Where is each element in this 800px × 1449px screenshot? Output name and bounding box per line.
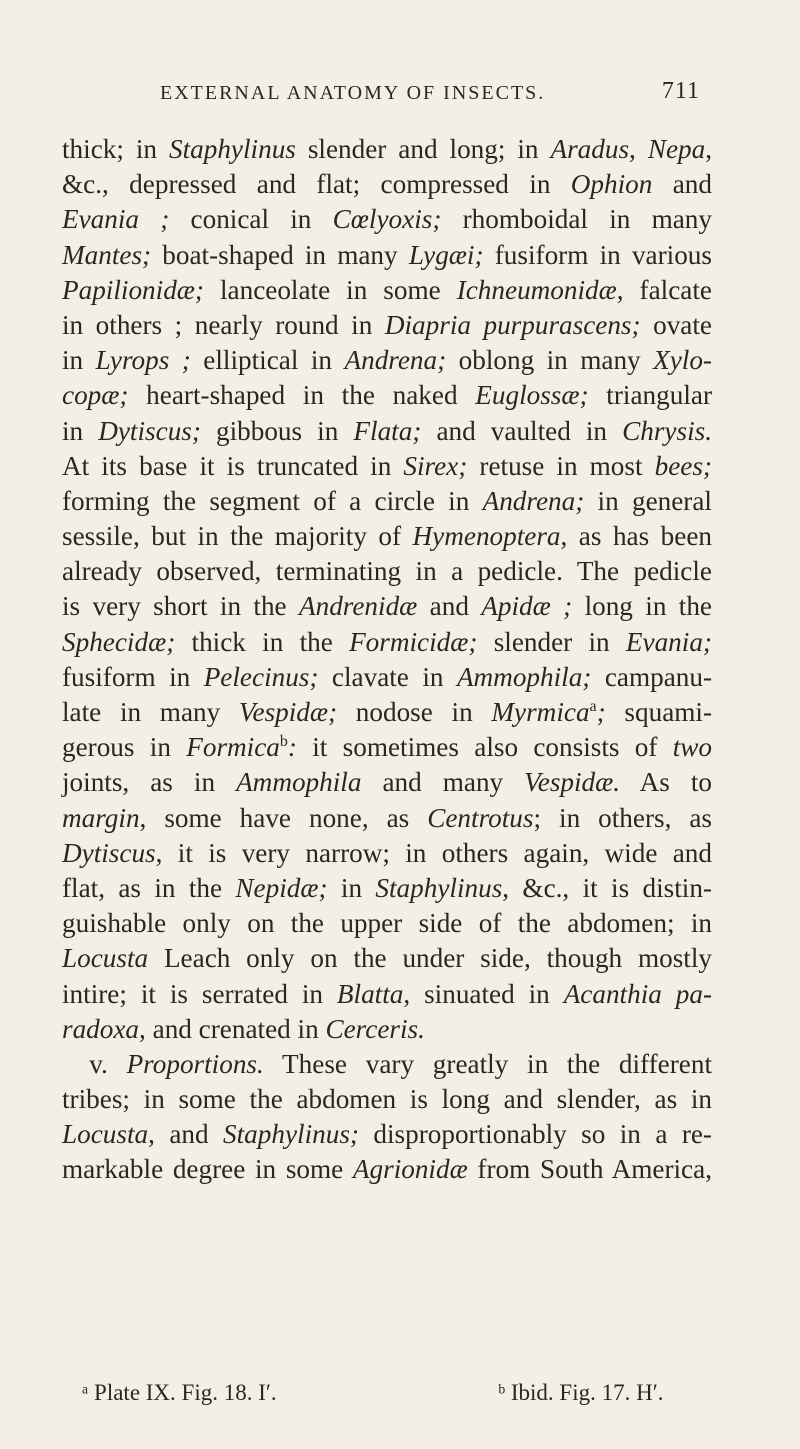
text-run: elliptical in [190, 345, 345, 376]
text-line [62, 343, 712, 378]
text-run: ovate [640, 309, 712, 340]
italic-term: Evania; [625, 626, 712, 657]
italic-term: Formicidæ; [349, 626, 478, 657]
text-run: it sometimes also consists of [296, 732, 673, 763]
italic-term: Dytiscus [62, 837, 156, 868]
text-line [62, 1117, 712, 1152]
text-line [62, 765, 712, 800]
text-run: retuse in most [467, 450, 655, 481]
italic-term: Euglossæ; [475, 380, 589, 411]
text-run: in [62, 345, 96, 376]
italic-term: Apidæ ; [481, 591, 573, 622]
italic-term: Mantes; [62, 239, 152, 270]
text-run: and many [361, 767, 525, 798]
body-text [62, 132, 712, 1188]
text-run: heart-shaped in the naked [128, 380, 476, 411]
text-run: , [629, 134, 648, 164]
text-run: fusiform in [62, 661, 204, 692]
italic-term: bees; [654, 450, 712, 481]
italic-term: Staphylinus [375, 872, 503, 903]
running-header [160, 78, 700, 105]
text-run: squami- [605, 697, 713, 727]
text-run: ; in others, as [533, 802, 712, 833]
footnote-b: ᵇ Ibid. Fig. 17. H′. [498, 1380, 664, 1405]
text-run: and vaulted in [421, 415, 623, 446]
text-run: tribes; in some the abdomen is long and slender, as in [62, 1084, 712, 1115]
text-line [62, 308, 712, 343]
text-run: nodose in [337, 697, 492, 727]
italic-term: Formica [186, 732, 280, 763]
text-line [62, 941, 712, 976]
text-run: is very short in the [62, 591, 299, 622]
italic-term: Proportions. [126, 1048, 264, 1079]
text-run: oblong in many [446, 345, 654, 376]
italic-term: Nepa [647, 134, 706, 164]
italic-term: Sphecidæ; [62, 626, 176, 657]
text-run: , it is very narrow; in others again, wide and [155, 837, 712, 868]
text-run: in [62, 415, 99, 446]
text-run: campanu- [591, 661, 712, 692]
italic-term: Ichneumonidæ [456, 274, 617, 305]
text-line [62, 414, 712, 449]
italic-term: margin [62, 802, 140, 833]
text-run: , &c., it is distin- [502, 872, 712, 903]
text-line [62, 801, 712, 836]
text-run: boat-shaped in many [151, 239, 409, 270]
text-run: in [327, 872, 376, 903]
italic-term: Cœlyoxis; [332, 204, 442, 235]
text-line [62, 1047, 712, 1082]
text-run: rhomboidal in many [441, 204, 712, 235]
text-run: sessile, but in the majority of [62, 521, 413, 552]
text-line [62, 202, 712, 237]
text-line [62, 871, 712, 906]
italic-term: Andrenidæ [299, 591, 418, 622]
italic-term: Hymenoptera [412, 521, 561, 552]
footnote-marker: b [279, 733, 288, 751]
text-run: in others ; nearly round in [62, 309, 385, 340]
italic-term: Lyrops ; [95, 345, 191, 376]
italic-term: Nepidæ; [235, 872, 328, 903]
text-line [62, 660, 712, 695]
text-run: already observed, terminating in a pedicle. The pedicle [62, 556, 712, 587]
text-run: in general [584, 485, 712, 516]
text-run: slender in [477, 626, 626, 657]
text-line [62, 378, 712, 413]
italic-term: Dytiscus; [98, 415, 201, 446]
italic-term: Locusta [62, 943, 149, 974]
text-run: joints, as in [62, 767, 237, 798]
italic-term: Blatta [336, 978, 404, 1009]
text-line [62, 625, 712, 660]
italic-term: Xylo- [653, 345, 712, 376]
text-line [62, 132, 712, 167]
text-line [62, 695, 712, 730]
text-line [62, 906, 712, 941]
italic-term: Evania ; [62, 204, 170, 235]
text-run: and [652, 169, 712, 200]
italic-term: Acanthia pa- [563, 978, 712, 1009]
italic-term: Staphylinus; [223, 1119, 359, 1150]
text-run: At its base it is truncated in [62, 450, 404, 481]
text-run: long in the [572, 591, 712, 622]
page-number: 711 [661, 78, 700, 104]
italic-term: Centrotus [427, 802, 534, 833]
text-run: triangular [588, 380, 712, 411]
text-run: slender and long; in [295, 134, 551, 164]
text-run: , and crenated in [139, 1013, 326, 1044]
text-line [62, 1152, 712, 1187]
text-run: from South America, [467, 1154, 712, 1185]
text-run: markable degree in some [62, 1154, 353, 1185]
text-run: gibbous in [200, 415, 354, 446]
text-run: , some have none, as [139, 802, 428, 833]
italic-term: copæ; [62, 380, 129, 411]
italic-term: Locusta [62, 1119, 149, 1150]
text-run: lanceolate in some [203, 274, 457, 305]
italic-term: : [287, 732, 297, 763]
italic-term: Papilionidæ; [62, 274, 204, 305]
text-run: , as has been [560, 521, 712, 552]
text-run: thick; in [62, 134, 169, 164]
italic-term: Sirex; [403, 450, 468, 481]
text-run: forming the segment of a circle in [62, 485, 483, 516]
text-line [62, 484, 712, 519]
text-run: clavate in [318, 661, 457, 692]
italic-term: Myrmica [491, 697, 590, 727]
italic-term: Ammophila; [456, 661, 592, 692]
text-line [62, 519, 712, 554]
footnote-a: ᵃ Plate IX. Fig. 18. I′. [82, 1380, 277, 1405]
text-run: , sinuated in [403, 978, 564, 1009]
text-line [62, 449, 712, 484]
text-run: v. [62, 1048, 127, 1079]
text-run: , falcate [616, 274, 712, 305]
italic-term: Ammophila [236, 767, 362, 798]
italic-term: Vespidæ. [524, 767, 621, 798]
text-run: intire; it is serrated in [62, 978, 337, 1009]
footnote-marker: a [589, 698, 597, 715]
italic-term: Chrysis. [622, 415, 712, 446]
italic-term: Andrena; [482, 485, 585, 516]
text-run: conical in [169, 204, 333, 235]
italic-term: Cerceris. [325, 1013, 425, 1044]
italic-term: Lygæi; [408, 239, 484, 270]
text-line [62, 273, 712, 308]
italic-term: radoxa [62, 1013, 140, 1044]
italic-term: ; [596, 697, 606, 727]
italic-term: Andrena; [344, 345, 447, 376]
text-line [62, 238, 712, 273]
text-run: These vary greatly in the different [263, 1048, 712, 1079]
text-run: flat, as in the [62, 872, 236, 903]
italic-term: Ophion [570, 169, 653, 200]
italic-term: Vespidæ; [238, 697, 338, 727]
italic-term: Aradus [550, 134, 630, 164]
text-run: , [705, 134, 712, 164]
text-run: As to [620, 767, 712, 798]
text-line [62, 554, 712, 589]
text-run: , and [148, 1119, 224, 1150]
text-line [62, 1012, 712, 1047]
italic-term: Flata; [353, 415, 422, 446]
text-line [62, 977, 712, 1012]
text-run: Leach only on the under side, though mostly [148, 943, 712, 974]
text-run: disproportionably so in a re- [358, 1119, 712, 1150]
text-run: gerous in [62, 732, 187, 763]
text-run: thick in the [175, 626, 350, 657]
text-line [62, 1082, 712, 1117]
italic-term: Staphylinus [169, 134, 296, 164]
text-line [62, 730, 712, 765]
italic-term: two [672, 732, 712, 763]
text-run: fusiform in various [483, 239, 712, 270]
text-line [62, 589, 712, 624]
italic-term: Diapria purpurascens; [384, 309, 641, 340]
italic-term: Pelecinus; [203, 661, 319, 692]
text-run: and [417, 591, 482, 622]
italic-term: Agrionidæ [352, 1154, 468, 1185]
text-run: late in many [62, 697, 239, 727]
text-line [62, 167, 712, 202]
text-run: guishable only on the upper side of the abdomen; in [62, 908, 712, 939]
text-run: &c., depressed and flat; compressed in [62, 169, 571, 200]
running-title: EXTERNAL ANATOMY OF INSECTS. [160, 82, 546, 104]
text-line [62, 836, 712, 871]
